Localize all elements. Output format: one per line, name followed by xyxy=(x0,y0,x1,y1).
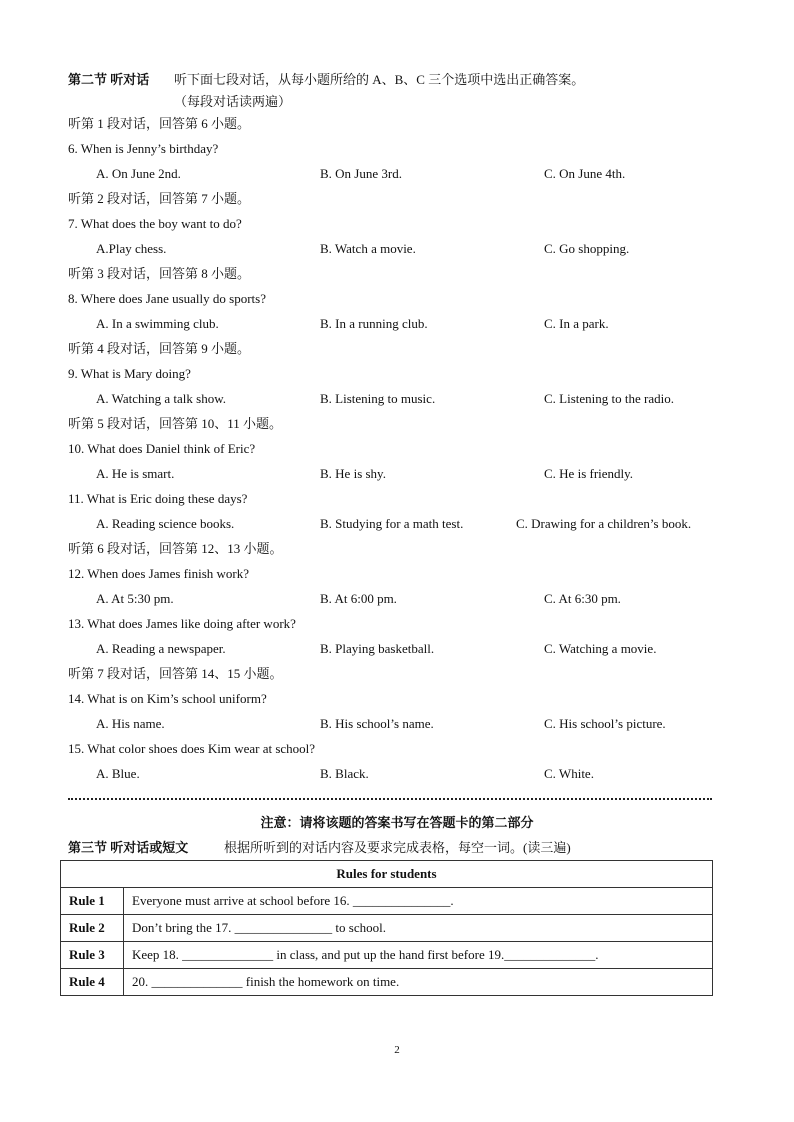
section2-heading: 第二节 听对话 xyxy=(68,72,150,87)
option-c: C. At 6:30 pm. xyxy=(544,591,621,606)
option-a: A. Blue. xyxy=(96,766,140,781)
option-c: C. Go shopping. xyxy=(544,241,630,256)
option-b: B. On June 3rd. xyxy=(320,166,402,181)
table-header-row xyxy=(61,861,713,888)
question-text: 11. What is Eric doing these days? xyxy=(68,491,248,506)
question-text: 13. What does James like doing after work? xyxy=(68,616,296,631)
section3-instruction: 根据所听到的对话内容及要求完成表格，每空一词。(读三遍) xyxy=(224,840,571,855)
table-row xyxy=(61,888,713,915)
answer-sheet-notice: 注意：请将该题的答案书写在答题卡的第二部分 xyxy=(260,815,534,830)
dotted-divider xyxy=(68,798,712,800)
question-text: 6. When is Jenny’s birthday? xyxy=(68,141,219,156)
question-text: 15. What color shoes does Kim wear at school? xyxy=(68,741,316,756)
table-row xyxy=(61,915,713,942)
option-b: B. He is shy. xyxy=(320,466,386,481)
option-a: A. At 5:30 pm. xyxy=(96,591,174,606)
option-b: B. His school’s name. xyxy=(320,716,434,731)
option-b: B. Studying for a math test. xyxy=(320,516,464,531)
option-a: A. In a swimming club. xyxy=(96,316,219,331)
option-a: A. On June 2nd. xyxy=(96,166,181,181)
option-a: A.Play chess. xyxy=(96,241,167,256)
table-row xyxy=(61,969,713,996)
option-c: C. White. xyxy=(544,766,594,781)
option-b: B. At 6:00 pm. xyxy=(320,591,397,606)
question-text: 12. When does James finish work? xyxy=(68,566,250,581)
option-a: A. Reading a newspaper. xyxy=(96,641,226,656)
section2-note: （每段对话读两遍） xyxy=(174,94,292,109)
dialogue-lead: 听第 3 段对话，回答第 8 小题。 xyxy=(68,266,251,281)
option-a: A. He is smart. xyxy=(96,466,175,481)
option-a: A. Watching a talk show. xyxy=(96,391,227,406)
option-c: C. Listening to the radio. xyxy=(544,391,674,406)
section3-heading: 第三节 听对话或短文 xyxy=(68,840,189,855)
question-text: 8. Where does Jane usually do sports? xyxy=(68,291,266,306)
table-title: Rules for students xyxy=(61,861,713,888)
option-c: C. He is friendly. xyxy=(544,466,634,481)
question-text: 9. What is Mary doing? xyxy=(68,366,191,381)
option-b: B. Watch a movie. xyxy=(320,241,416,256)
rule-label: Rule 2 xyxy=(61,915,124,942)
option-b: B. Black. xyxy=(320,766,369,781)
question-text: 7. What does the boy want to do? xyxy=(68,216,242,231)
rules-table xyxy=(60,860,713,996)
option-b: B. In a running club. xyxy=(320,316,428,331)
section2-instruction: 听下面七段对话，从每小题所给的 A、B、C 三个选项中选出正确答案。 xyxy=(174,72,585,87)
rule-text: Don’t bring the 17. _______________ to school. xyxy=(124,915,713,942)
dialogue-lead: 听第 1 段对话，回答第 6 小题。 xyxy=(68,116,251,131)
rule-text: Everyone must arrive at school before 16. _______________. xyxy=(124,888,713,915)
question-text: 10. What does Daniel think of Eric? xyxy=(68,441,256,456)
option-a: A. Reading science books. xyxy=(96,516,235,531)
option-a: A. His name. xyxy=(96,716,165,731)
option-c: C. Drawing for a children’s book. xyxy=(516,516,692,531)
rule-text: 20. ______________ finish the homework on time. xyxy=(124,969,713,996)
option-b: B. Playing basketball. xyxy=(320,641,435,656)
table-row xyxy=(61,942,713,969)
rule-label: Rule 3 xyxy=(61,942,124,969)
option-c: C. In a park. xyxy=(544,316,609,331)
page-number: 2 xyxy=(394,1044,400,1056)
dialogue-lead: 听第 2 段对话，回答第 7 小题。 xyxy=(68,191,251,206)
rule-label: Rule 4 xyxy=(61,969,124,996)
option-c: C. Watching a movie. xyxy=(544,641,657,656)
dialogue-lead: 听第 5 段对话，回答第 10、11 小题。 xyxy=(68,416,283,431)
rule-text: Keep 18. ______________ in class, and put up the hand first before 19.______________. xyxy=(124,942,713,969)
dialogue-lead: 听第 7 段对话，回答第 14、15 小题。 xyxy=(68,666,283,681)
dialogue-lead: 听第 6 段对话，回答第 12、13 小题。 xyxy=(68,541,283,556)
rule-label: Rule 1 xyxy=(61,888,124,915)
option-c: C. His school’s picture. xyxy=(544,716,666,731)
question-text: 14. What is on Kim’s school uniform? xyxy=(68,691,267,706)
dialogue-lead: 听第 4 段对话，回答第 9 小题。 xyxy=(68,341,251,356)
option-c: C. On June 4th. xyxy=(544,166,626,181)
option-b: B. Listening to music. xyxy=(320,391,436,406)
